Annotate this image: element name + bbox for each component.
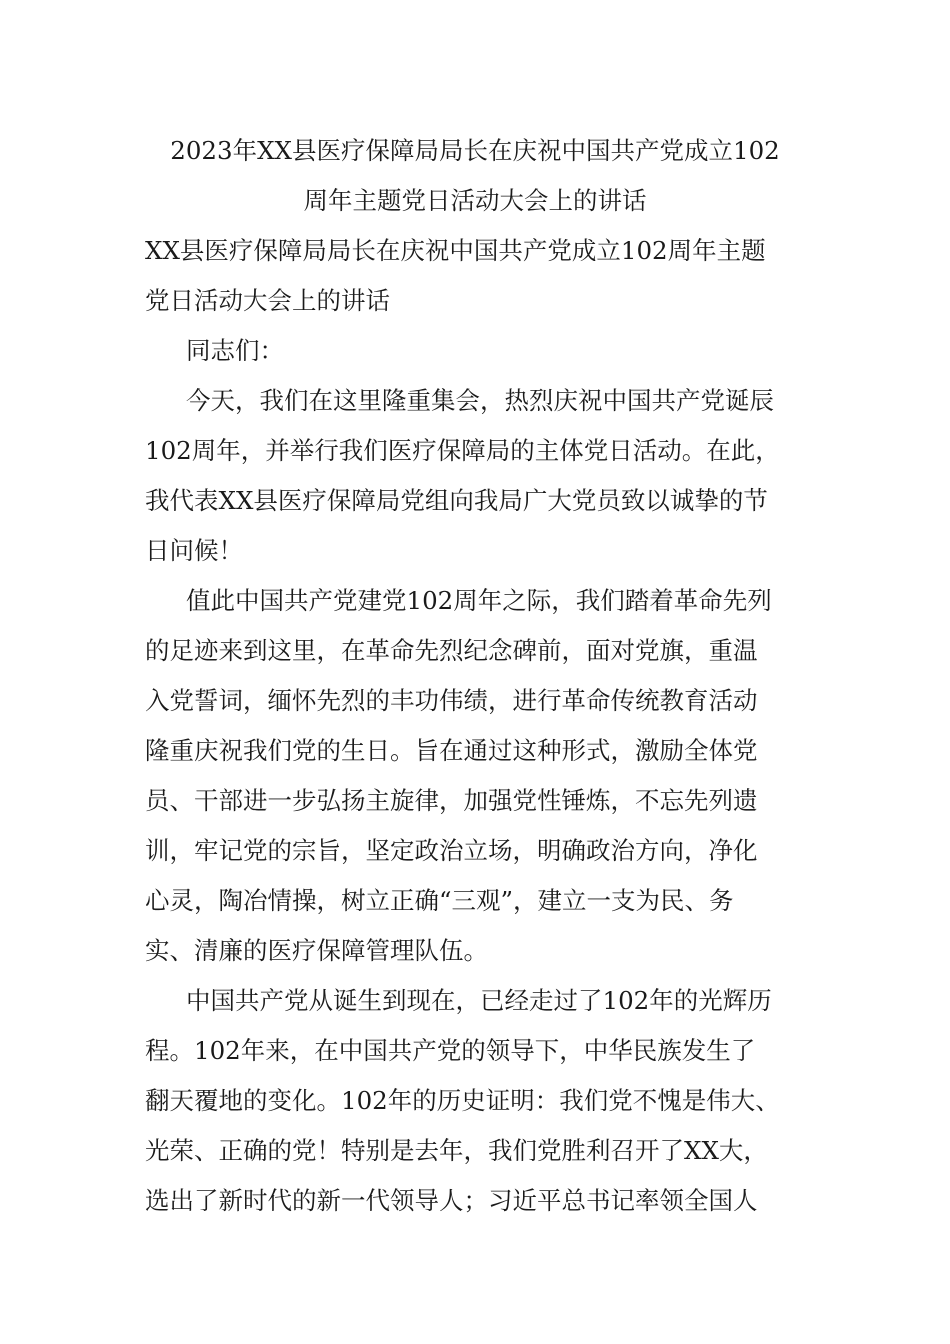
paragraph-line: 的足迹来到这里，在革命先烈纪念碑前，面对党旗，重温 xyxy=(145,636,758,665)
paragraph-line: 值此中国共产党建党102周年之际，我们踏着革命先列 xyxy=(186,586,772,615)
salutation: 同志们： xyxy=(186,336,284,365)
paragraph-line: 102周年，并举行我们医疗保障局的主体党日活动。在此， xyxy=(145,436,780,465)
paragraph-line: 翻天覆地的变化。102年的历史证明：我们党不愧是伟大、 xyxy=(145,1086,780,1115)
paragraph-line: 训，牢记党的宗旨，坚定政治立场，明确政治方向，净化 xyxy=(145,836,758,865)
document-title-line-1: 2023年XX县医疗保障局局长在庆祝中国共产党成立102 xyxy=(170,136,780,165)
paragraph-line: 今天，我们在这里隆重集会，热烈庆祝中国共产党诞辰 xyxy=(186,386,774,415)
paragraph-line: 日问候！ xyxy=(145,536,243,565)
paragraph-line: 实、清廉的医疗保障管理队伍。 xyxy=(145,936,488,965)
paragraph-line: 中国共产党从诞生到现在，已经走过了102年的光辉历 xyxy=(186,986,772,1015)
paragraph-line: 员、干部进一步弘扬主旋律，加强党性锤炼，不忘先列遗 xyxy=(145,786,758,815)
subtitle-line: XX县医疗保障局局长在庆祝中国共产党成立102周年主题 xyxy=(145,236,766,265)
paragraph-line: 隆重庆祝我们党的生日。旨在通过这种形式，激励全体党 xyxy=(145,736,758,765)
paragraph-line: 光荣、正确的党！特别是去年，我们党胜利召开了XX大， xyxy=(145,1136,768,1165)
paragraph-line: 选出了新时代的新一代领导人；习近平总书记率领全国人 xyxy=(145,1186,758,1215)
subtitle-line: 党日活动大会上的讲话 xyxy=(145,286,390,315)
paragraph-line: 入党誓词，缅怀先烈的丰功伟绩，进行革命传统教育活动 xyxy=(145,686,758,715)
document-title-line-2: 周年主题党日活动大会上的讲话 xyxy=(303,186,647,215)
paragraph-line: 我代表XX县医疗保障局党组向我局广大党员致以诚挚的节 xyxy=(145,486,768,515)
paragraph-line: 心灵，陶冶情操，树立正确“三观”，建立一支为民、务 xyxy=(145,886,734,915)
paragraph-line: 程。102年来，在中国共产党的领导下，中华民族发生了 xyxy=(145,1036,756,1065)
